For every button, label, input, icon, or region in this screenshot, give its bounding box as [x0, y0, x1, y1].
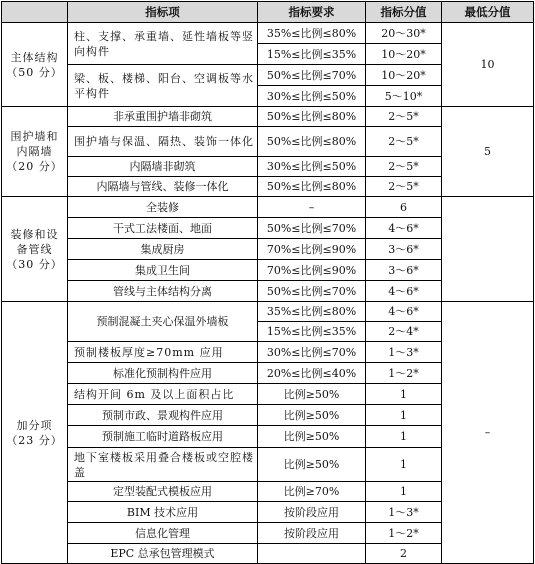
item-label: 预制楼板厚度≥70mm 应用	[68, 342, 258, 363]
category-cell	[2, 107, 68, 197]
category-points: （50 分）	[6, 65, 63, 79]
score-cell: 2～5*	[366, 107, 442, 127]
item-label: 管线与主体结构分离	[68, 281, 258, 302]
item-label: 标准化预制构件应用	[68, 363, 258, 384]
score-cell: 1～2*	[366, 363, 442, 384]
item-label: 结构开间 6m 及以上面积占比	[68, 384, 258, 405]
requirement-cell: 15%≤比例≤35%	[258, 322, 366, 342]
item-label: 集成厨房	[68, 239, 258, 260]
table-row	[2, 107, 534, 127]
category-points: （23 分）	[6, 433, 63, 447]
item-label: 梁、板、楼梯、阳台、空调板等水平构件	[68, 65, 258, 107]
header-score: 指标分值	[366, 2, 442, 23]
score-cell: 4～6*	[366, 302, 442, 322]
score-cell: 4～6*	[366, 218, 442, 239]
header-min-score: 最低分值	[442, 2, 534, 23]
item-label: 内隔墙与管线、装修一体化	[68, 177, 258, 197]
category-points: （30 分）	[6, 257, 63, 271]
score-cell: 10～20*	[366, 65, 442, 86]
requirement-cell: 35%≤比例≤80%	[258, 302, 366, 322]
item-label: 预制市政、景观构件应用	[68, 405, 258, 426]
table-row	[2, 197, 534, 218]
requirement-cell	[258, 544, 366, 564]
score-cell: 1	[366, 482, 442, 502]
requirement-cell: 30%≤比例≤50%	[258, 157, 366, 177]
requirement-cell: 50%≤比例≤70%	[258, 281, 366, 302]
category-name: 主体结构	[10, 50, 59, 64]
score-cell: 1～3*	[366, 502, 442, 523]
item-label: EPC 总承包管理模式	[68, 544, 258, 564]
item-label: 非承重围护墙非砌筑	[68, 107, 258, 127]
requirement-cell: 比例≥50%	[258, 405, 366, 426]
requirement-cell: 30%≤比例≤50%	[258, 86, 366, 107]
score-cell: 10～20*	[366, 44, 442, 65]
category-cell	[2, 23, 68, 107]
score-cell: 1～2*	[366, 523, 442, 544]
min-score-cell: 5	[442, 107, 534, 197]
score-cell: 2	[366, 544, 442, 564]
min-score-cell: 10	[442, 23, 534, 107]
header-item: 指标项	[68, 2, 258, 23]
category-points: （20 分）	[6, 160, 63, 173]
item-label: 围护墙与保温、隔热、装饰一体化	[68, 127, 258, 157]
min-score-cell: –	[442, 302, 534, 564]
item-label: BIM 技术应用	[68, 502, 258, 523]
category-name: 加分项	[16, 418, 53, 432]
score-cell: 1	[366, 384, 442, 405]
requirement-cell: 30%≤比例≤70%	[258, 342, 366, 363]
requirement-cell: 50%≤比例≤80%	[258, 177, 366, 197]
item-label: 全装修	[68, 197, 258, 218]
score-cell: 20～30*	[366, 23, 442, 44]
item-label: 集成卫生间	[68, 260, 258, 281]
score-cell: 1	[366, 426, 442, 448]
score-cell: 3～6*	[366, 239, 442, 260]
requirement-cell: 比例≥50%	[258, 384, 366, 405]
score-cell: 4～6*	[366, 281, 442, 302]
table-body	[2, 23, 534, 564]
item-label: 内隔墙非砌筑	[68, 157, 258, 177]
requirement-cell: 20%≤比例≤40%	[258, 363, 366, 384]
requirement-cell: 比例≥70%	[258, 482, 366, 502]
score-cell: 2～5*	[366, 127, 442, 157]
requirement-cell: 比例≥50%	[258, 448, 366, 482]
score-cell: 2～4*	[366, 322, 442, 342]
score-cell: 5～10*	[366, 86, 442, 107]
requirement-cell: 按阶段应用	[258, 523, 366, 544]
requirement-cell: 70%≤比例≤90%	[258, 239, 366, 260]
header-row	[2, 2, 534, 23]
score-cell: 6	[366, 197, 442, 218]
category-name: 围护墙和内隔墙	[10, 130, 59, 158]
requirement-cell: 15%≤比例≤35%	[258, 44, 366, 65]
score-cell: 2～5*	[366, 177, 442, 197]
score-cell: 3～6*	[366, 260, 442, 281]
score-cell: 2～5*	[366, 157, 442, 177]
header-category	[2, 2, 68, 23]
requirement-cell: –	[258, 197, 366, 218]
requirement-cell: 按阶段应用	[258, 502, 366, 523]
table-row	[2, 23, 534, 44]
item-label: 预制混凝土夹心保温外墙板	[68, 302, 258, 342]
min-score-cell	[442, 197, 534, 302]
score-cell: 1	[366, 405, 442, 426]
header-requirement: 指标要求	[258, 2, 366, 23]
requirement-cell: 50%≤比例≤70%	[258, 218, 366, 239]
requirement-cell: 比例≥50%	[258, 426, 366, 448]
item-label: 干式工法楼面、地面	[68, 218, 258, 239]
score-cell: 1～3*	[366, 342, 442, 363]
score-cell: 1	[366, 448, 442, 482]
scoring-table	[1, 1, 534, 564]
item-label: 地下室楼板采用叠合楼板或空腔楼盖	[68, 448, 258, 482]
requirement-cell: 50%≤比例≤70%	[258, 65, 366, 86]
table-row	[2, 302, 534, 322]
item-label: 预制施工临时道路板应用	[68, 426, 258, 448]
category-name: 装修和设备管线	[10, 227, 59, 256]
item-label: 定型装配式模板应用	[68, 482, 258, 502]
requirement-cell: 50%≤比例≤80%	[258, 107, 366, 127]
category-cell	[2, 197, 68, 302]
requirement-cell: 50%≤比例≤80%	[258, 127, 366, 157]
category-cell	[2, 302, 68, 564]
requirement-cell: 35%≤比例≤80%	[258, 23, 366, 44]
item-label: 柱、支撑、承重墙、延性墙板等竖向构件	[68, 23, 258, 65]
item-label: 信息化管理	[68, 523, 258, 544]
requirement-cell: 70%≤比例≤90%	[258, 260, 366, 281]
